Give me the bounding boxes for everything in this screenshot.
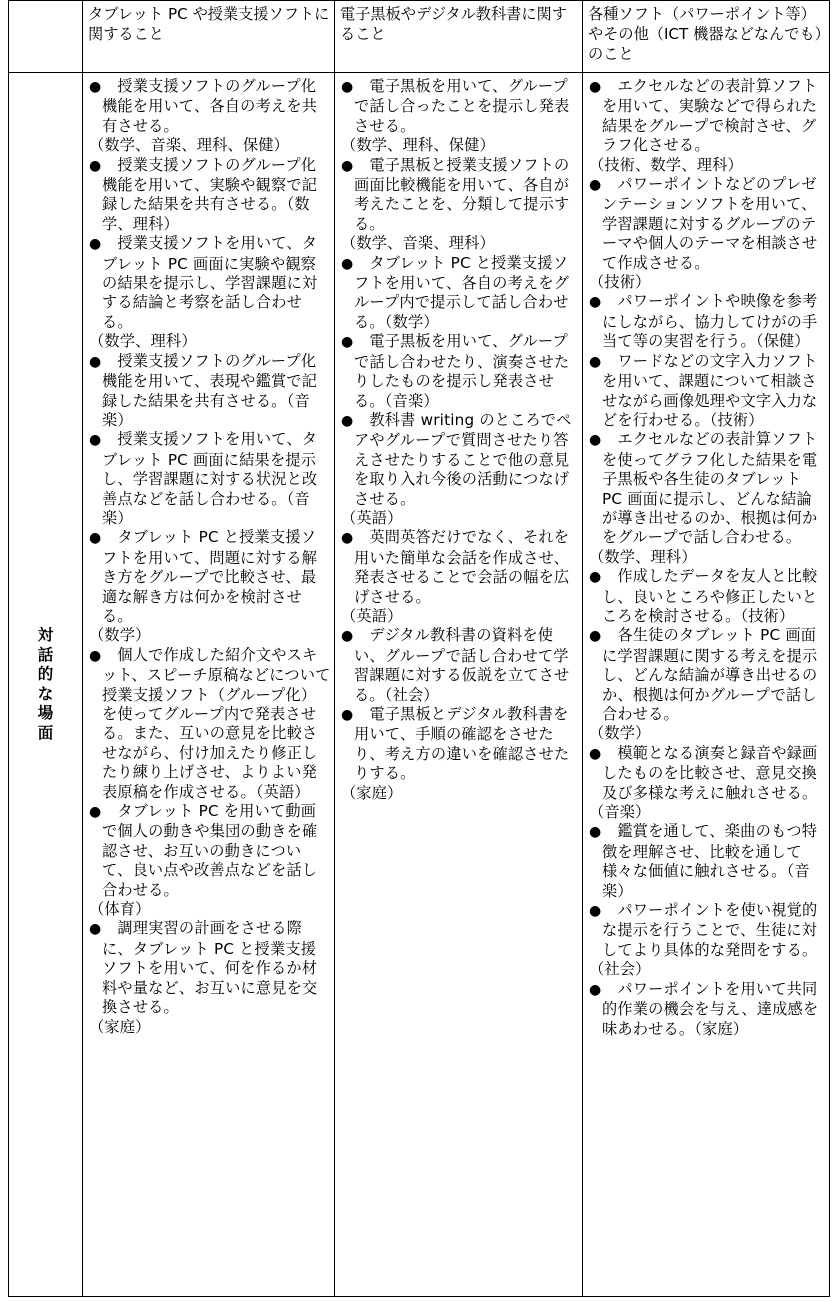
bullet-icon: ● [341, 707, 354, 723]
bullet-icon: ● [589, 569, 602, 586]
bullet-icon: ● [341, 530, 354, 547]
corner-header-cell [9, 1, 83, 73]
subject-tag: （技術、数学、理科） [589, 155, 743, 174]
bullet-icon: ● [589, 981, 602, 998]
subject-tag: （数学） [589, 724, 651, 743]
list-item [89, 77, 331, 156]
list-item [89, 352, 331, 431]
bullet-icon: ● [589, 432, 602, 449]
bullet-icon: ● [89, 647, 102, 664]
header-row [9, 1, 830, 73]
list-item-text: 電子黒板と授業支援ソフトの画面比較機能を用いて、各自が考えたことを、分類して提示する。 [354, 155, 570, 233]
header-tablet-pc: タブレット PC や授業支援ソフトに関すること [83, 1, 335, 73]
bullet-icon: ● [589, 903, 602, 920]
subject-tag: （数学、理科、保健） [341, 136, 495, 155]
subject-tag: （数学） [89, 626, 151, 645]
list-item-text: タブレット PC を用いて動画で個人の動きや集団の動きを確認させ、お互いの動きについて、良い点や改善点などを話し合わせる。 [102, 802, 318, 899]
bullet-icon: ● [89, 530, 102, 547]
row-label-dialogue-scene: 対話的な場面 [37, 626, 54, 742]
list-item [89, 430, 331, 528]
bullet-icon: ● [341, 334, 354, 351]
list-item-text: 教科書 writing のところでペアやグループで質問させたり答えさせたりすることで他の意見を取り入れ今後の活動につなげさせる。 [354, 410, 572, 508]
list-item [341, 411, 579, 528]
list-item-text: 英問英答だけでなく、それを用いた簡単な会話を作成させ、発表させることで会話の幅を広げさせる。 [354, 528, 570, 606]
list-item [589, 744, 826, 823]
list-item-text: パワーポイントを使い視覚的な提示を行うことで、生徒に対してより具体的な発問をする。 [602, 901, 818, 959]
subject-tag: （家庭） [341, 783, 403, 802]
bullet-icon: ● [589, 177, 602, 194]
subject-tag: （数学、理科） [589, 547, 697, 566]
list-item [89, 156, 331, 235]
list-item [589, 175, 826, 292]
subject-tag: （音楽） [589, 803, 651, 822]
list-item [589, 352, 826, 431]
list-item-text: 授業支援ソフトのグループ化機能を用いて、実験や観察で記録した結果を共有させる。（数学、理科） [102, 155, 318, 233]
column-electronic-blackboard-examples [335, 73, 583, 1297]
list-item-text: 個人で作成した紹介文やスキット、スピーチ原稿などについて授業支援ソフト（グループ化）を使ってグループ内で発表させる。また、互いの意見を比較させながら、付け加えたり修正したり練り上げさせ、よりよい発表原稿を作成させる。（英語） [102, 645, 331, 801]
list-item-text: エクセルなどの表計算ソフトを用いて、実験などで得られた結果をグループで検討させ、グラフ化させる。 [602, 77, 818, 155]
list-item [341, 156, 579, 254]
bullet-icon: ● [89, 353, 102, 370]
bullet-icon: ● [589, 353, 602, 370]
bullet-icon: ● [341, 157, 354, 174]
bullet-icon: ● [341, 412, 354, 429]
dialogue-scene-row [9, 73, 830, 1297]
list-item-text: 電子黒板を用いて、グループで話し合ったことを提示し発表させる。 [354, 77, 570, 135]
list-item [341, 77, 579, 156]
list-item-text: 作成したデータを友人と比較し、良いところや修正したいところを検討させる。（技術） [602, 567, 818, 625]
list-item-text: デジタル教科書の資料を使い、グループで話し合わせて学習課題に対する仮説を立てさせる。（社会） [354, 626, 570, 704]
list-item-text: 調理実習の計画をさせる際に、タブレット PC と授業支援ソフトを用いて、何を作るか材料や量など、お互いに意見を交換させる。 [102, 919, 318, 1017]
list-item-text: タブレット PC と授業支援ソフトを用いて、各自の考えをグループ内で提示して話し合わせる。（数学） [354, 253, 570, 331]
bullet-icon: ● [89, 432, 102, 449]
list-item-text: 授業支援ソフトのグループ化機能を用いて、表現や鑑賞で記録した結果を共有させる。（音楽） [102, 351, 318, 429]
list-item-text: 鑑賞を通して、楽曲のもつ特徴を理解させ、比較を通して様々な価値に触れさせる。（音楽） [602, 822, 818, 900]
list-item-text: パワーポイントや映像を参考にしながら、協力してけがの手当て等の実習を行う。（保健） [602, 292, 818, 351]
ict-usage-table [8, 0, 830, 1297]
list-item-text: 授業支援ソフトを用いて、タブレット PC 画面に実験や観察の結果を提示し、学習課題に対する結論と考察を話し合わせる。 [102, 234, 318, 331]
subject-tag: （体育） [89, 900, 151, 919]
header-various-software: 各種ソフト（パワーポイント等）やその他（ICT 機器などなんでも）のこと [583, 1, 830, 73]
list-item-text: 電子黒板を用いて、グループで話し合わせたり、演奏させたりしたものを提示し発表させる。（音楽） [354, 332, 570, 410]
subject-tag: （数学、理科） [89, 332, 197, 351]
subject-tag: （英語） [341, 606, 403, 625]
bullet-icon: ● [341, 255, 354, 272]
list-item-text: 授業支援ソフトを用いて、タブレット PC 画面に結果を提示し、学習課題に対する状況と改善点などを話し合わせる。（音楽） [102, 430, 318, 527]
list-item-text: パワーポイントを用いて共同的作業の機会を与え、達成感を味あわせる。（家庭） [602, 979, 819, 1038]
list-item [589, 430, 826, 567]
list-item [589, 292, 826, 351]
bullet-icon: ● [589, 294, 602, 311]
subject-tag: （数学、音楽、理科、保健） [89, 136, 290, 155]
subject-tag: （数学、音楽、理科） [341, 234, 495, 253]
list-item [89, 802, 331, 919]
list-item-text: タブレット PC と授業支援ソフトを用いて、問題に対する解き方をグループで比較させ、最適な解き方は何かを検討させる。 [102, 528, 318, 625]
list-item [89, 919, 331, 1036]
bullet-icon: ● [89, 79, 102, 95]
bullet-icon: ● [589, 745, 602, 762]
list-item-text: ワードなどの文字入力ソフトを用いて、課題について相談させながら画像処理や文字入力などを行わせる。（技術） [602, 351, 818, 429]
list-item [589, 980, 826, 1039]
list-item [589, 901, 826, 980]
bullet-icon: ● [341, 79, 354, 95]
list-item-text: 電子黒板とデジタル教科書を用いて、手順の確認をさせたり、考え方の違いを確認させたりする。 [354, 705, 570, 783]
subject-tag: （社会） [589, 960, 651, 979]
row-label-cell [9, 73, 83, 1297]
column-various-software-examples [583, 73, 830, 1297]
list-item [589, 567, 826, 626]
bullet-icon: ● [341, 628, 354, 645]
list-item-text: 授業支援ソフトのグループ化機能を用いて、各自の考えを共有させる。 [102, 77, 318, 135]
list-item [589, 77, 826, 175]
subject-tag: （家庭） [89, 1017, 151, 1036]
subject-tag: （技術） [589, 273, 651, 292]
header-electronic-blackboard: 電子黒板やデジタル教科書に関すること [335, 1, 583, 73]
list-item [341, 332, 579, 411]
bullet-icon: ● [589, 628, 602, 645]
list-item [341, 626, 579, 705]
list-item [341, 528, 579, 626]
bullet-icon: ● [589, 79, 602, 95]
column-tablet-pc-examples [83, 73, 335, 1297]
list-item [589, 626, 826, 743]
list-item-text: エクセルなどの表計算ソフトを使ってグラフ化した結果を電子黒板や各生徒のタブレット PC 画面に提示し、どんな結論が導き出せるのか、根拠は何かをグループで話し合わせる。 [602, 430, 818, 547]
list-item [589, 822, 826, 901]
list-item [89, 528, 331, 645]
subject-tag: （英語） [341, 508, 403, 527]
bullet-icon: ● [89, 921, 102, 938]
list-item [341, 705, 579, 803]
list-item [341, 254, 579, 333]
list-item [89, 646, 331, 802]
bullet-icon: ● [89, 157, 102, 174]
bullet-icon: ● [589, 824, 602, 841]
list-item-text: 各生徒のタブレット PC 画面に学習課題に関する考えを提示し、どんな結論が導き出せるのか、根拠は何かグループで話し合わせる。 [602, 626, 818, 723]
list-item-text: 模範となる演奏と録音や録画したものを比較させ、意見交換及び多様な考えに触れさせる。 [602, 743, 818, 802]
list-item [89, 234, 331, 351]
bullet-icon: ● [89, 804, 102, 821]
bullet-icon: ● [89, 236, 102, 253]
list-item-text: パワーポイントなどのプレゼンテーションソフトを用いて、学習課題に対するグループのテーマや個人のテーマを相談させて作成させる。 [602, 175, 818, 272]
